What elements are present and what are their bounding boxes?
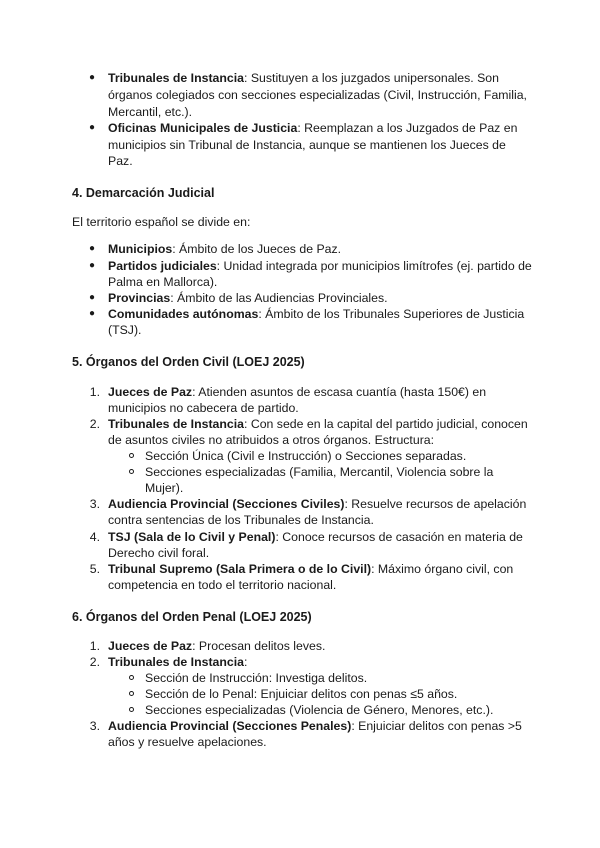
list-number: 2. bbox=[89, 417, 100, 431]
sub-item: Sección de Instrucción: Investiga delitos. bbox=[145, 671, 368, 685]
list-item bbox=[108, 120, 517, 136]
section-heading: 6. Órganos del Orden Penal (LOEJ 2025) bbox=[72, 610, 312, 624]
sub-item: Secciones especializadas (Familia, Mercantil, Violencia sobre la bbox=[145, 465, 494, 479]
item-text: : Ámbito de los Jueces de Paz. bbox=[172, 242, 342, 256]
term-label: Audiencia Provincial (Secciones Penales) bbox=[108, 719, 352, 733]
list-number: 1. bbox=[89, 385, 100, 399]
item-text: Paz. bbox=[108, 154, 133, 168]
list-number: 5. bbox=[89, 562, 100, 576]
list-item bbox=[108, 638, 325, 654]
item-text: competencia en todo el territorio nacional. bbox=[108, 578, 337, 592]
item-text: : Enjuiciar delitos con penas >5 bbox=[351, 719, 522, 733]
sub-item: Sección de lo Penal: Enjuiciar delitos con penas ≤5 años. bbox=[145, 687, 458, 701]
term-label: Jueces de Paz bbox=[108, 385, 193, 399]
item-text: : Reemplazan a los Juzgados de Paz en bbox=[297, 121, 518, 135]
list-item bbox=[108, 258, 532, 274]
term-label: Provincias bbox=[108, 291, 171, 305]
item-text: órganos colegiados con secciones especializadas (Civil, Instrucción, Familia, bbox=[108, 88, 527, 102]
item-text: de asuntos civiles no atribuidos a otros órganos. Estructura: bbox=[108, 433, 435, 447]
item-text: : Procesan delitos leves. bbox=[192, 639, 326, 653]
item-text: contra sentencias de los Tribunales de Instancia. bbox=[108, 513, 374, 527]
list-item bbox=[108, 654, 247, 670]
item-text: Mujer). bbox=[145, 481, 184, 495]
term-label: Partidos judiciales bbox=[108, 259, 217, 273]
section-heading: 4. Demarcación Judicial bbox=[72, 186, 215, 200]
list-item bbox=[108, 416, 528, 432]
list-number: 1. bbox=[89, 639, 100, 653]
item-text: Derecho civil foral. bbox=[108, 546, 210, 560]
circle-bullet-icon bbox=[129, 707, 134, 712]
bullet-icon: ● bbox=[89, 260, 96, 271]
term-label: Tribunal Supremo (Sala Primera o de lo Civil) bbox=[108, 562, 372, 576]
list-number: 3. bbox=[89, 719, 100, 733]
section-heading: 5. Órganos del Orden Civil (LOEJ 2025) bbox=[72, 355, 305, 369]
item-text: Mercantil, etc.). bbox=[108, 105, 193, 119]
term-label: Tribunales de Instancia bbox=[108, 417, 244, 431]
sub-item: Secciones especializadas (Violencia de Género, Menores, etc.). bbox=[145, 703, 494, 717]
list-item bbox=[108, 70, 499, 86]
item-text: (TSJ). bbox=[108, 323, 142, 337]
item-text: : Atienden asuntos de escasa cuantía (hasta 150€) en bbox=[192, 385, 487, 399]
term-label: Audiencia Provincial (Secciones Civiles) bbox=[108, 497, 345, 511]
circle-bullet-icon bbox=[129, 691, 134, 696]
list-item bbox=[108, 529, 523, 545]
term-label: Tribunales de Instancia bbox=[108, 71, 244, 85]
bullet-icon: ● bbox=[89, 308, 96, 319]
sub-item: Sección Única (Civil e Instrucción) o Secciones separadas. bbox=[145, 449, 467, 463]
item-text: : Ámbito de las Audiencias Provinciales. bbox=[170, 291, 388, 305]
term-label: Comunidades autónomas bbox=[108, 307, 259, 321]
bullet-icon: ● bbox=[89, 122, 96, 133]
list-item bbox=[108, 306, 524, 322]
list-number: 4. bbox=[89, 530, 100, 544]
list-item bbox=[108, 384, 486, 400]
list-number: 2. bbox=[89, 655, 100, 669]
item-text: : Máximo órgano civil, con bbox=[371, 562, 514, 576]
term-label: Tribunales de Instancia bbox=[108, 655, 244, 669]
list-item bbox=[108, 561, 513, 577]
circle-bullet-icon bbox=[129, 453, 134, 458]
list-item bbox=[108, 290, 388, 306]
item-text: : Sustituyen a los juzgados unipersonales. Son bbox=[244, 71, 499, 85]
item-text: municipios no cabecera de partido. bbox=[108, 401, 299, 415]
term-label: TSJ (Sala de lo Civil y Penal) bbox=[108, 530, 276, 544]
item-text: años y resuelve apelaciones. bbox=[108, 735, 267, 749]
item-text: : bbox=[244, 655, 248, 669]
item-text: : Resuelve recursos de apelación bbox=[344, 497, 527, 511]
list-number: 3. bbox=[89, 497, 100, 511]
circle-bullet-icon bbox=[129, 469, 134, 474]
bullet-icon: ● bbox=[89, 72, 96, 83]
item-text: : Conoce recursos de casación en materia de bbox=[275, 530, 523, 544]
term-label: Jueces de Paz bbox=[108, 639, 193, 653]
term-label: Oficinas Municipales de Justicia bbox=[108, 121, 298, 135]
list-item bbox=[108, 718, 522, 734]
item-text: municipios sin Tribunal de Instancia, aunque se mantienen los Jueces de bbox=[108, 138, 506, 152]
list-item bbox=[108, 496, 526, 512]
item-text: Palma en Mallorca). bbox=[108, 275, 218, 289]
list-item bbox=[108, 241, 341, 257]
item-text: : Ámbito de los Tribunales Superiores de Justicia bbox=[258, 307, 525, 321]
item-text: : Con sede en la capital del partido judicial, conocen bbox=[244, 417, 528, 431]
bullet-icon: ● bbox=[89, 243, 96, 254]
section-intro: El territorio español se divide en: bbox=[72, 215, 251, 229]
bullet-icon: ● bbox=[89, 292, 96, 303]
item-text: : Unidad integrada por municipios limítrofes (ej. partido de bbox=[216, 259, 532, 273]
term-label: Municipios bbox=[108, 242, 173, 256]
circle-bullet-icon bbox=[129, 675, 134, 680]
